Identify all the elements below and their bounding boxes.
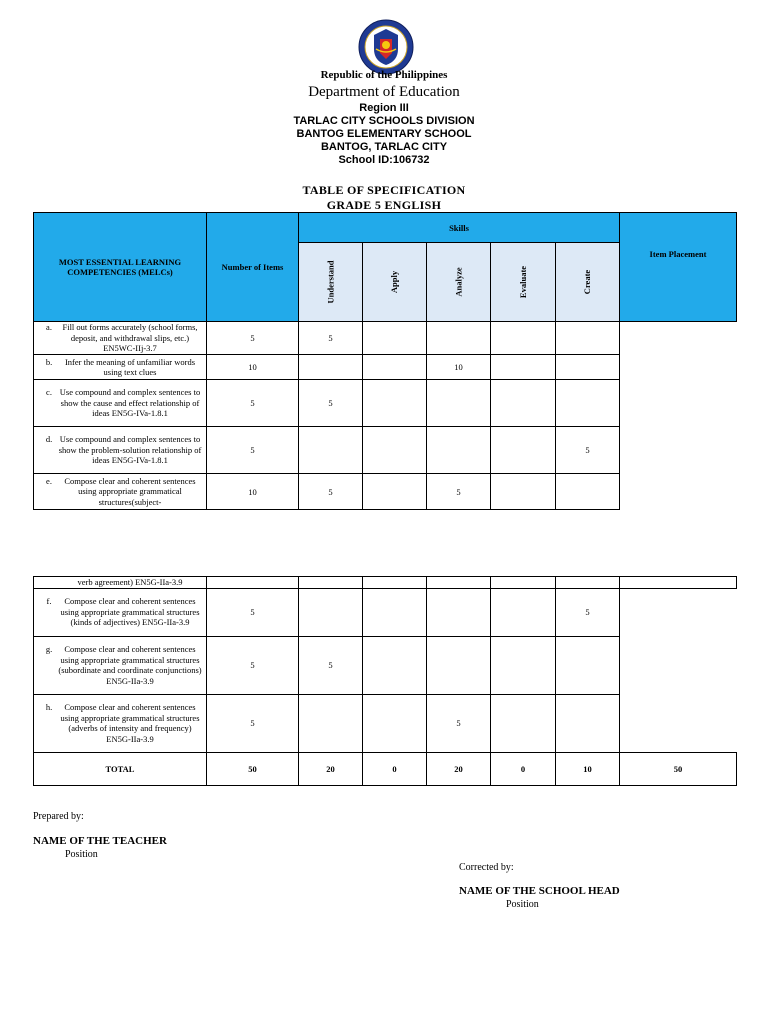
analyze-cell	[427, 380, 491, 427]
apply-cell	[363, 427, 427, 474]
understand-cell	[299, 427, 363, 474]
competency-text: Use compound and complex sentences to show the problem-solution relationship of ideas EN5G-IVa-1.8.1	[58, 434, 202, 466]
specification-table	[33, 212, 737, 510]
table-row	[34, 427, 737, 474]
total-analyze: 20	[427, 752, 491, 785]
create-cell	[556, 694, 620, 752]
continued-competency: verb agreement) EN5G-IIa-3.9	[34, 577, 207, 589]
competency-text: Compose clear and coherent sentences using appropriate grammatical structures (adverbs of intensity and frequency) EN5G-IIa-3.9	[60, 702, 200, 744]
table-row	[34, 588, 737, 636]
items-cell: 10	[207, 355, 299, 380]
competency-text: Use compound and complex sentences to show the cause and effect relationship of ideas EN5G-IVa-1.8.1	[59, 387, 201, 419]
analyze-cell: 5	[427, 694, 491, 752]
competency-cell	[34, 322, 207, 355]
teacher-position: Position	[65, 849, 98, 860]
understand-cell	[299, 355, 363, 380]
apply-cell	[363, 588, 427, 636]
competency-cell	[34, 355, 207, 380]
competency-cell	[34, 380, 207, 427]
competency-letter: d.	[45, 434, 53, 445]
apply-cell	[363, 355, 427, 380]
total-items: 50	[207, 752, 299, 785]
evaluate-cell	[491, 588, 556, 636]
items-column-header: Number of Items	[207, 213, 299, 322]
competency-cell	[34, 588, 207, 636]
table-row	[34, 474, 737, 510]
competency-letter: b.	[45, 356, 53, 367]
competency-letter: h.	[45, 702, 53, 712]
analyze-cell	[427, 427, 491, 474]
school-head-position: Position	[506, 899, 539, 910]
corrected-by-label: Corrected by:	[459, 862, 514, 873]
school-head-name: NAME OF THE SCHOOL HEAD	[459, 885, 620, 897]
evaluate-cell	[491, 694, 556, 752]
table-row	[34, 636, 737, 694]
understand-cell: 5	[299, 474, 363, 510]
document-title: TABLE OF SPECIFICATION	[302, 183, 466, 197]
total-placement: 50	[620, 752, 737, 785]
prepared-by-label: Prepared by:	[33, 811, 84, 822]
school-id: School ID:106732	[338, 154, 430, 166]
items-cell: 5	[207, 322, 299, 355]
apply-cell	[363, 694, 427, 752]
document-subtitle: GRADE 5 ENGLISH	[326, 198, 442, 212]
create-cell: 5	[556, 588, 620, 636]
skill-header-analyze: Analyze	[427, 243, 491, 322]
create-cell: 5	[556, 427, 620, 474]
items-cell: 5	[207, 636, 299, 694]
understand-cell	[299, 694, 363, 752]
total-row	[34, 752, 737, 785]
analyze-cell	[427, 636, 491, 694]
skills-column-header: Skills	[299, 213, 620, 243]
skill-header-evaluate: Evaluate	[491, 243, 556, 322]
items-cell: 5	[207, 694, 299, 752]
deped-seal-icon	[358, 19, 414, 75]
understand-cell: 5	[299, 380, 363, 427]
department-name: Department of Education	[308, 84, 460, 100]
table-row	[34, 380, 737, 427]
placement-column-header: Item Placement	[620, 213, 737, 322]
total-understand: 20	[299, 752, 363, 785]
total-evaluate: 0	[491, 752, 556, 785]
create-cell	[556, 474, 620, 510]
analyze-cell	[427, 322, 491, 355]
competency-text: Compose clear and coherent sentences using appropriate grammatical structures (subordinate and coordinate conjunctions) EN5G-IIa-3.9	[58, 644, 202, 686]
analyze-cell: 5	[427, 474, 491, 510]
apply-cell	[363, 322, 427, 355]
teacher-name: NAME OF THE TEACHER	[33, 835, 167, 847]
total-apply: 0	[363, 752, 427, 785]
school-name: BANTOG ELEMENTARY SCHOOL	[296, 128, 472, 140]
competency-text: Compose clear and coherent sentences using appropriate grammatical structures(subject-	[64, 475, 196, 507]
create-cell	[556, 380, 620, 427]
evaluate-cell	[491, 380, 556, 427]
items-cell: 5	[207, 588, 299, 636]
competency-letter: a.	[46, 322, 52, 333]
table-row	[34, 355, 737, 380]
evaluate-cell	[491, 427, 556, 474]
skill-header-understand: Understand	[299, 243, 363, 322]
table-row	[34, 694, 737, 752]
understand-cell: 5	[299, 636, 363, 694]
evaluate-cell	[491, 474, 556, 510]
skill-header-apply: Apply	[363, 243, 427, 322]
melc-column-header: MOST ESSENTIAL LEARNING COMPETENCIES (MELCs)	[34, 213, 207, 322]
competency-cell	[34, 636, 207, 694]
understand-cell	[299, 588, 363, 636]
competency-text: Infer the meaning of unfamiliar words using text clues	[64, 356, 196, 377]
apply-cell	[363, 474, 427, 510]
items-cell: 5	[207, 380, 299, 427]
apply-cell	[363, 380, 427, 427]
division-line: TARLAC CITY SCHOOLS DIVISION	[293, 115, 475, 127]
competency-letter: c.	[46, 387, 52, 398]
analyze-cell: 10	[427, 355, 491, 380]
region-line: Region III	[359, 102, 409, 114]
competency-letter: f.	[46, 596, 52, 607]
competency-text: Fill out forms accurately (school forms, deposit, and withdrawal slips, etc.) EN5WC-IIj-3.7	[62, 322, 198, 354]
competency-cell	[34, 694, 207, 752]
create-cell	[556, 636, 620, 694]
evaluate-cell	[491, 636, 556, 694]
analyze-cell	[427, 588, 491, 636]
competency-letter: g.	[45, 644, 53, 654]
total-label: TOTAL	[34, 752, 207, 785]
evaluate-cell	[491, 322, 556, 355]
understand-cell: 5	[299, 322, 363, 355]
specification-table-continued	[33, 576, 737, 786]
items-cell: 5	[207, 427, 299, 474]
apply-cell	[363, 636, 427, 694]
total-create: 10	[556, 752, 620, 785]
table-row	[34, 322, 737, 355]
competency-letter: e.	[46, 475, 52, 486]
items-cell: 10	[207, 474, 299, 510]
competency-text: Compose clear and coherent sentences using appropriate grammatical structures (kinds of adjectives) EN5G-IIa-3.9	[60, 596, 200, 628]
skill-header-create: Create	[556, 243, 620, 322]
create-cell	[556, 355, 620, 380]
republic-line: Republic of the Philippines	[320, 69, 448, 81]
competency-cell	[34, 427, 207, 474]
school-address: BANTOG, TARLAC CITY	[320, 141, 448, 153]
create-cell	[556, 322, 620, 355]
evaluate-cell	[491, 355, 556, 380]
competency-cell	[34, 474, 207, 510]
